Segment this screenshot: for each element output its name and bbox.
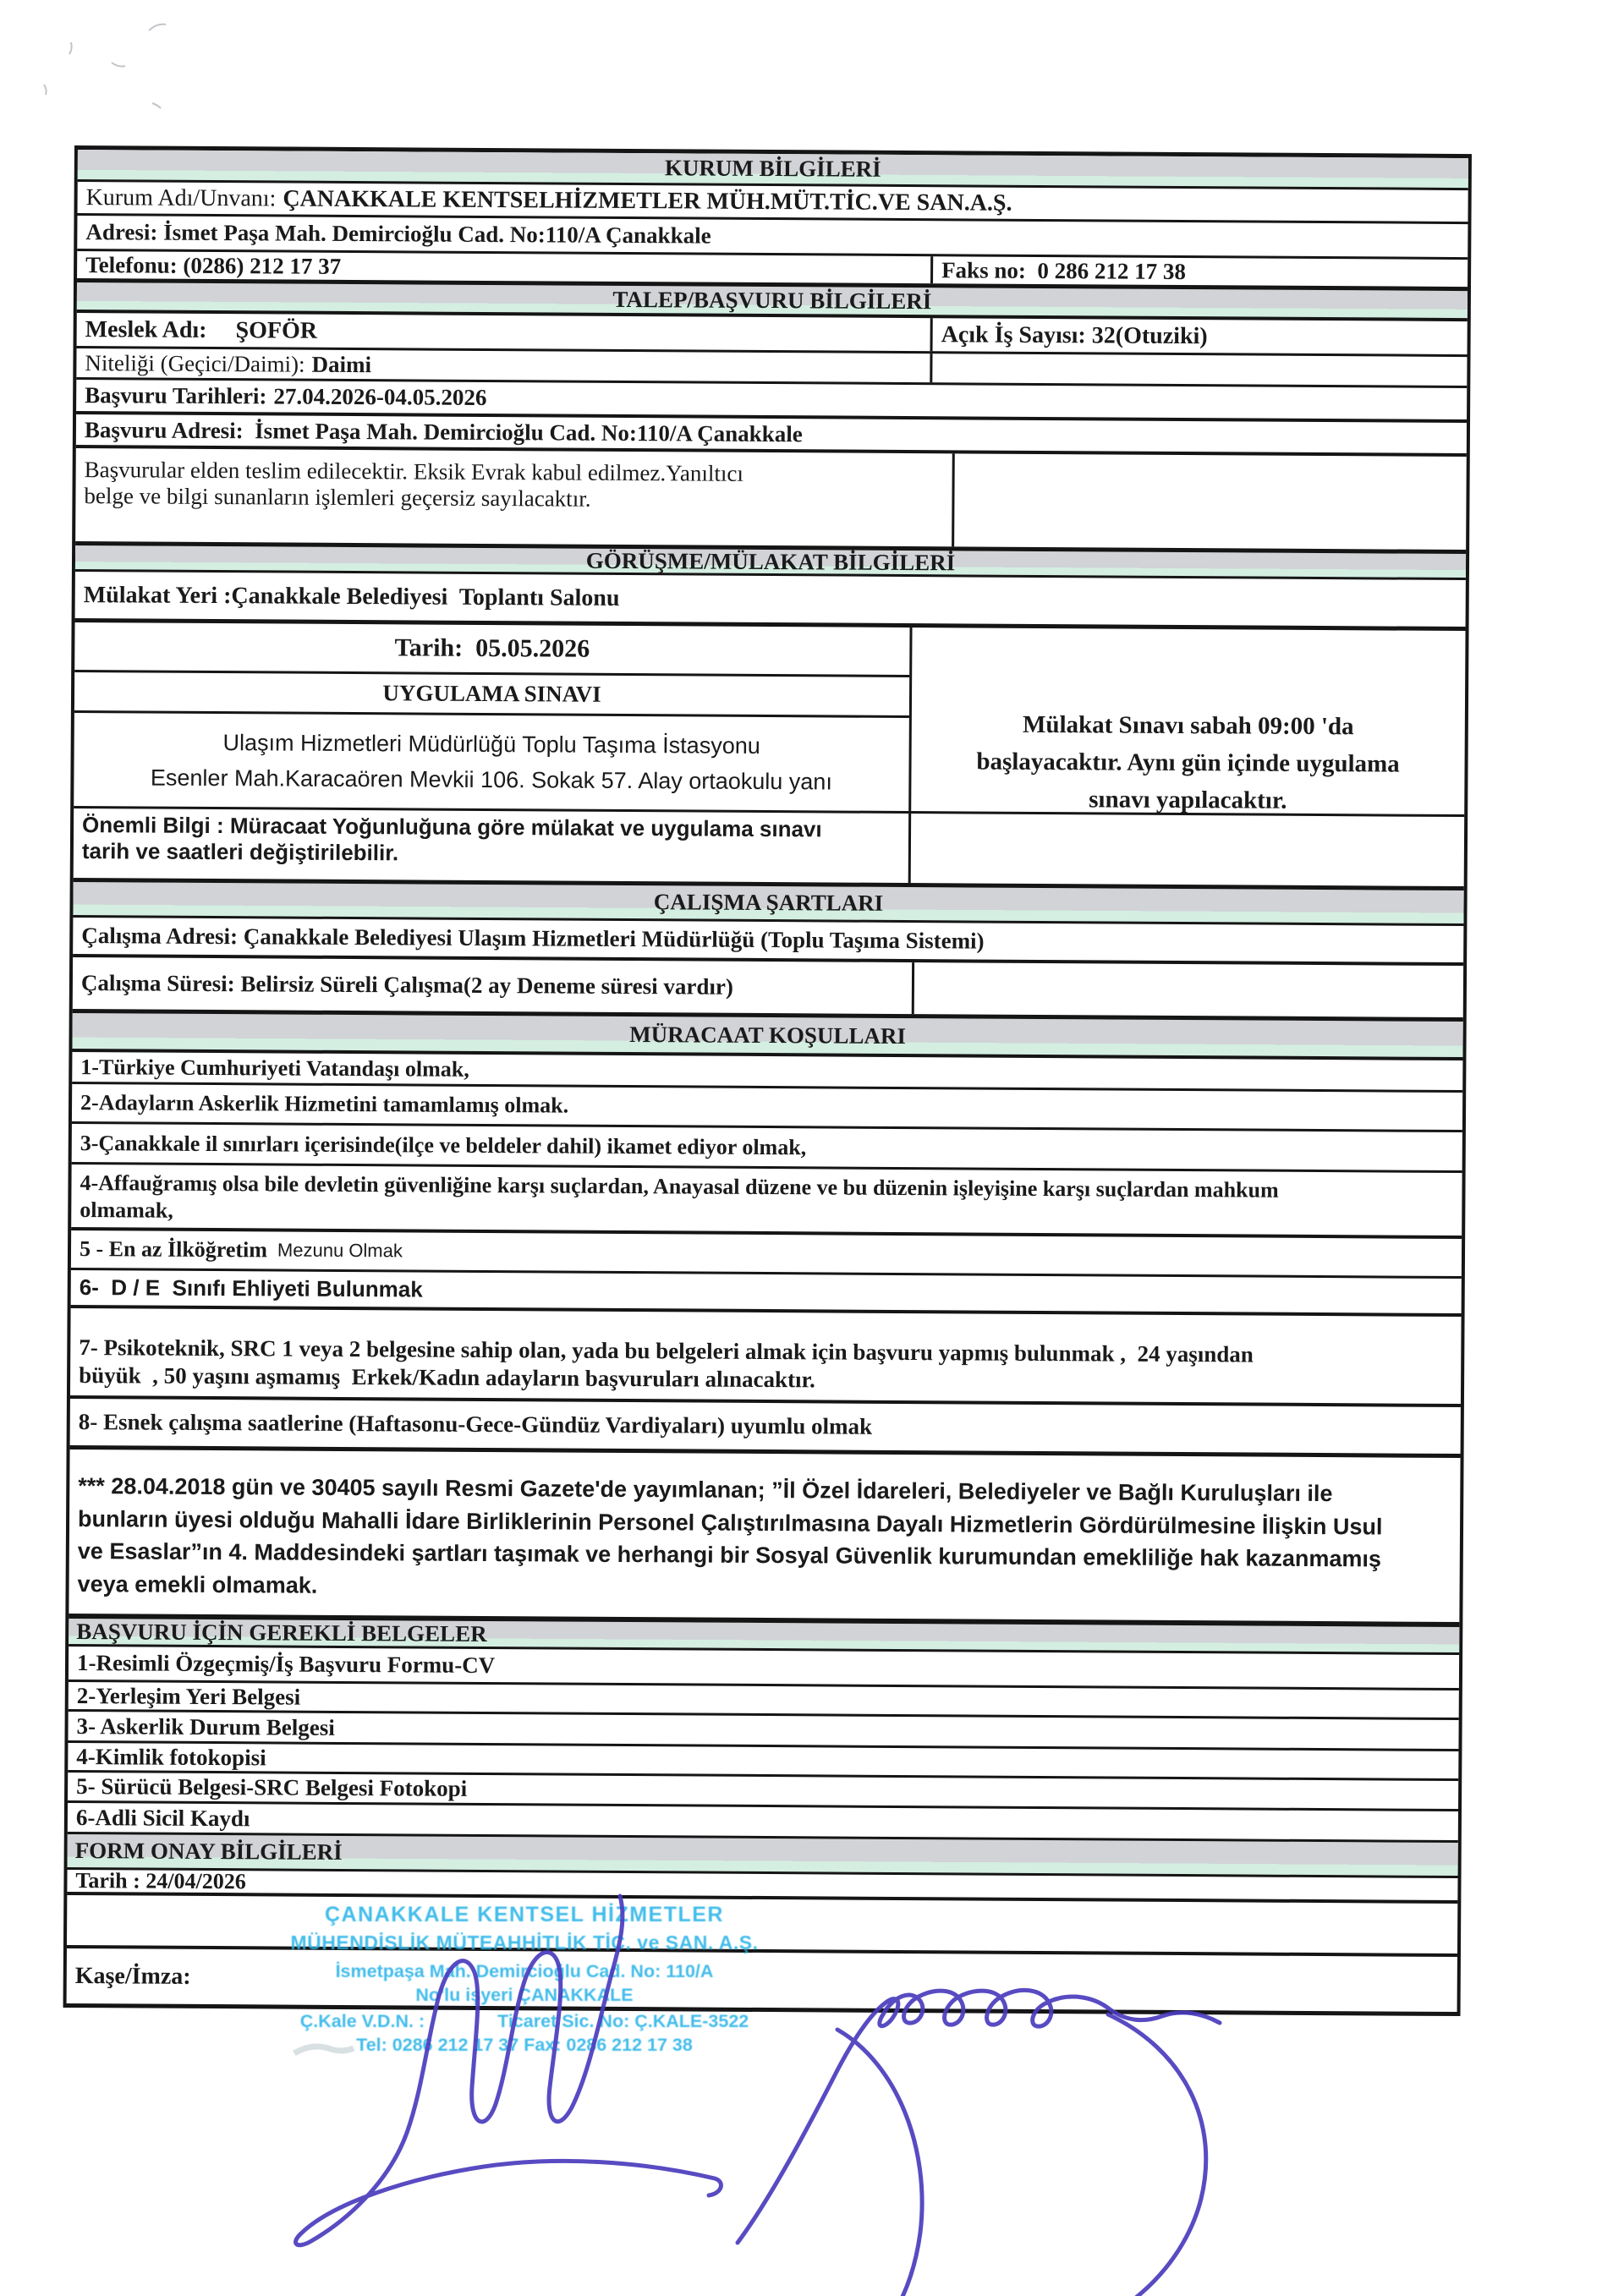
kosul-5-cell	[71, 1230, 1462, 1276]
nitelik-value: Daimi	[311, 351, 372, 377]
belge-3-text: 3- Askerlik Durum Belgesi	[76, 1712, 335, 1740]
calisma-suresi-empty-cell	[912, 962, 1463, 1017]
stamp-sicil-no: Ticaret Sic. No: Ç.KALE-3522	[497, 2011, 749, 2031]
stamp-vdn-label: Ç.Kale V.D.N. :	[299, 2011, 425, 2031]
belge-2-text: 2-Yerleşim Yeri Belgesi	[76, 1682, 301, 1710]
uygulama-yeri-cell	[74, 713, 909, 811]
nitelik-cell	[76, 348, 930, 382]
kosul-1-text: 1-Türkiye Cumhuriyeti Vatandaşı olmak,	[80, 1054, 469, 1082]
belge-6-text: 6-Adli Sicil Kaydı	[75, 1804, 250, 1831]
belge-5-text: 5- Sürücü Belgesi-SRC Belgesi Fotokopi	[76, 1773, 468, 1801]
mulakat-tarih-text: Tarih: 05.05.2026	[394, 633, 590, 663]
yildiz-notu-text: *** 28.04.2018 gün ve 30405 sayılı Resmi Gazete'de yayımlanan; ”İl Özel İdareleri, Belediyeler ve Bağlı Kuruluşları ile bunların üyesi olduğu Mahalli İdare Birliklerinin Personel Çalıştırılmasına Dayalı Hizmetlerin Gördürülmesine İlişkin Usul ve Esaslar”ın 4. Maddesindeki şartları taşımak ve herhangi bir Sosyal Güvenlik kurumundan emekliliğe hak kazanmamış veya emekli olmamak.	[77, 1473, 1383, 1598]
stamp-line-1: ÇANAKKALE KENTSEL HİZMETLER	[325, 1903, 724, 1926]
section-title: KURUM BİLGİLERİ	[664, 155, 881, 182]
kase-imza-label: Kaşe/İmza:	[74, 1962, 191, 1990]
calisma-adresi-text: Çalışma Adresi: Çanakkale Belediyesi Ulaşım Hizmetleri Müdürlüğü (Toplu Taşıma Sistemi)	[81, 923, 985, 954]
meslek-cell	[77, 313, 930, 351]
kosul-4-cell	[71, 1164, 1462, 1236]
kosul-5-serif-part: 5 - En az İlköğretim	[79, 1236, 268, 1263]
stamp-line-4: No'lu işyeri ÇANAKKALE	[415, 1984, 634, 2005]
mulakat-saat-line2: başlayacaktır. Aynı gün içinde uygulama	[976, 748, 1400, 778]
section-title: TALEP/BAŞVURU BİLGİLERİ	[612, 286, 932, 314]
row-kosul-7	[70, 1308, 1462, 1407]
onemli-bilgi-text: Önemli Bilgi : Müracaat Yoğunluğuna göre mülakat ve uygulama sınavı tarih ve saatleri değiştirilebilir.	[81, 812, 822, 866]
kosul-6-text: 6- D / E Sınıfı Ehliyeti Bulunmak	[79, 1274, 423, 1302]
basvuru-tarihleri-value: 27.04.2026-04.05.2026	[273, 383, 487, 410]
kosul-4-text: 4-Affauğramış olsa bile devletin güvenliğine karşı suçlardan, Anayasal düzene ve bu düzenin işleyişine karşı suçlardan mahkum olmamak,	[80, 1170, 1279, 1223]
onemli-bilgi-cell	[74, 808, 911, 883]
section-title: GÖRÜŞME/MÜLAKAT BİLGİLERİ	[585, 547, 956, 575]
row-yildiz-notu	[69, 1449, 1460, 1627]
kurum-adi-value: ÇANAKKALE KENTSELHİZMETLER MÜH.MÜT.TİC.VE SAN.A.Ş.	[283, 185, 1012, 216]
adres-text: Adresi: İsmet Paşa Mah. Demircioğlu Cad. No:110/A Çanakkale	[85, 219, 711, 249]
uygulama-yeri-line2: Esenler Mah.Karacaören Mevkii 106. Sokak 57. Alay ortaokulu yanı	[150, 764, 832, 795]
kosul-2-text: 2-Adayların Askerlik Hizmetini tamamlamış olmak.	[80, 1090, 569, 1118]
acik-is-sayisi: Açık İş Sayısı: 32(Otuziki)	[930, 318, 1468, 354]
uygulama-yeri-line1: Ulaşım Hizmetleri Müdürlüğü Toplu Taşıma İstasyonu	[222, 730, 760, 759]
kosul-5-sans-part: Mezunu Olmak	[277, 1239, 403, 1262]
faks-text: Faks no: 0 286 212 17 38	[930, 256, 1468, 287]
document-table	[63, 145, 1472, 2016]
section-title: FORM ONAY BİLGİLERİ	[74, 1838, 343, 1865]
row-kosul-4	[71, 1164, 1462, 1239]
calisma-suresi-text: Çalışma Süresi: Belirsiz Süreli Çalışma(2 ay Deneme süresi vardır)	[80, 970, 733, 1000]
section-title: ÇALIŞMA ŞARTLARI	[653, 889, 884, 916]
kosul-7-cell	[70, 1308, 1462, 1404]
pencil-marks	[44, 25, 166, 108]
row-mulakat-yeri	[75, 572, 1466, 631]
telefon-text: Telefonu: (0286) 212 17 37	[85, 251, 342, 279]
basvuru-notu-empty-cell	[952, 453, 1467, 550]
section-title: MÜRACAAT KOŞULLARI	[629, 1021, 907, 1049]
kurum-adi-label: Kurum Adı/Unvanı:	[85, 184, 277, 211]
mulakat-yeri-text: Mülakat Yeri :Çanakkale Belediyesi Toplantı Salonu	[83, 581, 620, 611]
stamp-line-2: MÜHENDİSLİK MÜTEAHHİTLİK TİC. ve SAN. A.Ş.	[290, 1932, 759, 1954]
uygulama-sinavi-cell	[74, 672, 909, 718]
kosul-7-text: 7- Psikoteknik, SRC 1 veya 2 belgesine sahip olan, yada bu belgeleri almak için başvuru yapmış bulunmak , 24 yaşından büyük , 50 yaşını aşmamış Erkek/Kadın adayların başvuruları alınacaktır.	[79, 1334, 1254, 1393]
row-kosul-8	[70, 1399, 1461, 1458]
basvuru-notu-text: Başvurular elden teslim edilecektir. Eksik Evrak kabul edilmez.Yanıltıcı belge ve bilgi sunanların işlemleri geçersiz sayılacaktır.	[84, 457, 744, 512]
row-basvuru-notu	[75, 448, 1467, 554]
mulakat-saat-line1: Mülakat Sınavı sabah 09:00 'da	[1022, 710, 1354, 741]
mulakat-saat-notu	[911, 627, 1465, 814]
kosul-3-text: 3-Çanakkale il sınırları içerisinde(ilçe ve beldeler dahil) ikamet ediyor olmak,	[80, 1130, 807, 1159]
basvuru-adresi-text: Başvuru Adresi: İsmet Paşa Mah. Demircioğlu Cad. No:110/A Çanakkale	[84, 416, 803, 447]
nitelik-empty-cell	[930, 353, 1467, 386]
onemli-bilgi-empty-cell	[911, 848, 1464, 852]
row-calisma-suresi	[73, 957, 1463, 1022]
basvuru-notu-cell	[75, 448, 952, 546]
meslek-value: ŞOFÖR	[235, 316, 318, 344]
yildiz-notu-cell	[69, 1449, 1460, 1622]
mulakat-saat-line3: sınavı yapılacaktır.	[1089, 786, 1287, 814]
section-title: BAŞVURU İÇİN GEREKLİ BELGELER	[76, 1618, 487, 1647]
belge-1-text: 1-Resimli Özgeçmiş/İş Başvuru Formu-CV	[76, 1650, 496, 1679]
meslek-label: Meslek Adı:	[85, 315, 207, 343]
mulakat-uygulama-block	[74, 622, 1465, 817]
row-onemli-bilgi	[74, 808, 1465, 890]
stamp-line-5	[279, 2013, 770, 2031]
onay-tarihi-text: Tarih : 24/04/2026	[75, 1868, 246, 1894]
uygulama-sinavi-text: UYGULAMA SINAVI	[382, 680, 601, 707]
belge-4-text: 4-Kimlik fotokopisi	[76, 1743, 266, 1770]
basvuru-tarihleri-label: Başvuru Tarihleri:	[85, 382, 267, 409]
stamp-line-3: İsmetpaşa Mah. Demircioğlu Cad. No: 110/A	[335, 1961, 714, 1981]
kosul-8-text: 8- Esnek çalışma saatlerine (Haftasonu-Gece-Gündüz Vardiyaları) uyumlu olmak	[78, 1409, 873, 1439]
mulakat-left-column	[74, 622, 912, 811]
stamp-line-6: Tel: 0286 212 17 37 Fax: 0286 212 17 38	[356, 2034, 693, 2055]
company-stamp	[279, 1904, 770, 2059]
mulakat-tarih-cell	[74, 622, 909, 677]
nitelik-label: Niteliği (Geçici/Daimi):	[85, 349, 305, 377]
